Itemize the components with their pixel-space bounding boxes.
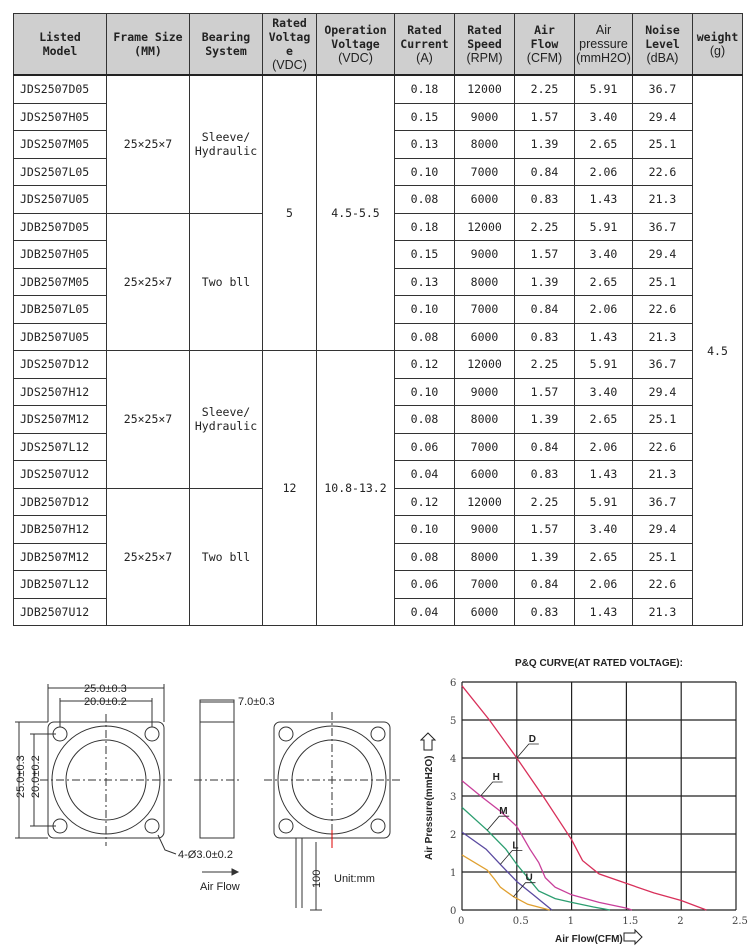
current-cell: 0.15 [395, 103, 455, 131]
model-cell: JDB2507H12 [14, 516, 107, 544]
current-cell: 0.18 [395, 75, 455, 103]
model-cell: JDB2507D12 [14, 488, 107, 516]
pressure-cell: 1.43 [575, 323, 633, 351]
column-header-line: Rated [467, 23, 502, 37]
column-header-line: Air [534, 23, 555, 37]
pressure-cell: 1.43 [575, 461, 633, 489]
pressure-cell: 3.40 [575, 103, 633, 131]
y-tick-label: 4 [450, 754, 457, 765]
column-header-line: Current [400, 37, 449, 51]
column-header [317, 14, 395, 76]
column-header-line: Voltage [331, 37, 380, 51]
y-tick-label: 1 [450, 868, 457, 879]
x-tick-label: 0 [458, 916, 465, 927]
column-header-line: Rated [272, 16, 307, 30]
noise-cell: 29.4 [633, 103, 693, 131]
pressure-cell: 5.91 [575, 213, 633, 241]
x-axis-label: Air Flow(CFM) [555, 934, 623, 945]
curve-label-H: H [492, 772, 500, 783]
lead-length-label: 100 [311, 869, 323, 888]
y-tick-label: 3 [450, 792, 457, 803]
x-tick-label: 2 [677, 916, 684, 927]
column-header-line: (MM) [134, 44, 162, 58]
noise-cell: 21.3 [633, 461, 693, 489]
curve-label-leader [487, 816, 509, 830]
noise-cell: 36.7 [633, 213, 693, 241]
airflow-cell: 1.39 [515, 406, 575, 434]
model-cell: JDS2507U12 [14, 461, 107, 489]
model-cell: JDS2507H05 [14, 103, 107, 131]
airflow-cell: 1.57 [515, 516, 575, 544]
column-header-line: weight [696, 30, 739, 44]
model-cell: JDB2507L12 [14, 571, 107, 599]
noise-cell: 22.6 [633, 571, 693, 599]
rated-voltage-cell: 12 [263, 351, 317, 626]
curve-label-D: D [528, 734, 537, 745]
current-cell: 0.15 [395, 241, 455, 269]
y-axis-arrow-icon [421, 733, 435, 750]
noise-cell: 22.6 [633, 433, 693, 461]
frame-size-cell: 25×25×7 [107, 351, 190, 489]
y-tick-label: 6 [450, 678, 457, 689]
chart-title: P&Q CURVE(AT RATED VOLTAGE): [515, 658, 683, 669]
bearing-cell: Sleeve/ Hydraulic [190, 351, 263, 489]
curve-U [462, 855, 550, 910]
column-header-line: Bearing [201, 30, 251, 44]
model-cell: JDB2507M05 [14, 268, 107, 296]
current-cell: 0.06 [395, 571, 455, 599]
speed-cell: 9000 [455, 103, 515, 131]
current-cell: 0.13 [395, 268, 455, 296]
model-cell: JDB2507L05 [14, 296, 107, 324]
column-header [395, 14, 455, 76]
column-header-line: Model [42, 44, 78, 58]
x-tick-label: 0.5 [512, 916, 529, 927]
fan-spec-table [13, 13, 743, 626]
noise-cell: 29.4 [633, 516, 693, 544]
curve-L [462, 832, 552, 910]
speed-cell: 7000 [455, 571, 515, 599]
y-tick-label: 2 [450, 830, 457, 841]
noise-cell: 22.6 [633, 296, 693, 324]
speed-cell: 6000 [455, 598, 515, 626]
model-cell: JDS2507M05 [14, 131, 107, 159]
frame-size-cell: 25×25×7 [107, 488, 190, 626]
column-header [107, 14, 190, 76]
column-header-line: Frame Size [113, 30, 183, 44]
pressure-cell: 5.91 [575, 488, 633, 516]
unit-label: Unit:mm [334, 873, 375, 885]
airflow-cell: 2.25 [515, 488, 575, 516]
pressure-cell: 2.65 [575, 131, 633, 159]
column-header-line: Flow [530, 37, 559, 51]
column-header [263, 14, 317, 76]
column-header [515, 14, 575, 76]
column-header-line: System [205, 44, 247, 58]
frame-size-cell: 25×25×7 [107, 213, 190, 351]
speed-cell: 12000 [455, 488, 515, 516]
noise-cell: 25.1 [633, 406, 693, 434]
current-cell: 0.18 [395, 213, 455, 241]
column-header [693, 14, 743, 76]
pressure-cell: 2.65 [575, 543, 633, 571]
noise-cell: 25.1 [633, 543, 693, 571]
airflow-label: Air Flow [200, 881, 240, 893]
speed-cell: 12000 [455, 351, 515, 379]
curve-label-L: L [512, 840, 519, 852]
depth-label: 7.0±0.3 [238, 696, 275, 708]
speed-cell: 8000 [455, 406, 515, 434]
speed-cell: 8000 [455, 131, 515, 159]
fan-dimension-drawing [0, 670, 420, 930]
speed-cell: 7000 [455, 433, 515, 461]
column-header-line: Level [645, 37, 680, 51]
table-row [14, 351, 743, 379]
airflow-cell: 2.25 [515, 213, 575, 241]
airflow-cell: 1.57 [515, 378, 575, 406]
column-header-line: (RPM) [466, 51, 503, 65]
curve-label-M: M [499, 806, 508, 818]
pressure-cell: 3.40 [575, 378, 633, 406]
airflow-cell: 2.25 [515, 351, 575, 379]
pressure-cell: 3.40 [575, 516, 633, 544]
column-header [190, 14, 263, 76]
column-header [14, 14, 107, 76]
noise-cell: 36.7 [633, 75, 693, 103]
column-header-line: (mmH2O) [576, 51, 631, 65]
curve-label-leader [481, 782, 503, 796]
current-cell: 0.08 [395, 186, 455, 214]
speed-cell: 9000 [455, 516, 515, 544]
model-cell: JDB2507U12 [14, 598, 107, 626]
noise-cell: 29.4 [633, 378, 693, 406]
speed-cell: 8000 [455, 543, 515, 571]
column-header-line: e [286, 44, 293, 58]
current-cell: 0.10 [395, 296, 455, 324]
airflow-cell: 0.83 [515, 598, 575, 626]
model-cell: JDB2507D05 [14, 213, 107, 241]
current-cell: 0.10 [395, 378, 455, 406]
pressure-cell: 2.06 [575, 433, 633, 461]
speed-cell: 9000 [455, 241, 515, 269]
table-header-row [14, 14, 743, 76]
speed-cell: 12000 [455, 75, 515, 103]
noise-cell: 36.7 [633, 488, 693, 516]
pressure-cell: 5.91 [575, 75, 633, 103]
x-tick-label: 2.5 [732, 916, 748, 927]
column-header-line: (g) [709, 44, 726, 58]
column-header-line: Speed [467, 37, 502, 51]
airflow-cell: 0.84 [515, 571, 575, 599]
column-header-line: (VDC) [272, 58, 307, 72]
airflow-cell: 1.57 [515, 103, 575, 131]
speed-cell: 8000 [455, 268, 515, 296]
pressure-cell: 5.91 [575, 351, 633, 379]
mounting-holes-label: 4-Ø3.0±0.2 [178, 849, 233, 861]
rated-voltage-cell: 5 [263, 75, 317, 351]
airflow-cell: 0.84 [515, 158, 575, 186]
current-cell: 0.04 [395, 598, 455, 626]
y-axis-label: Air Pressure(mmH2O) [424, 755, 435, 860]
noise-cell: 25.1 [633, 131, 693, 159]
airflow-cell: 1.39 [515, 543, 575, 571]
airflow-cell: 0.83 [515, 323, 575, 351]
model-cell: JDB2507M12 [14, 543, 107, 571]
current-cell: 0.12 [395, 488, 455, 516]
column-header [455, 14, 515, 76]
column-header-line: Air [595, 23, 612, 37]
speed-cell: 9000 [455, 378, 515, 406]
model-cell: JDS2507M12 [14, 406, 107, 434]
current-cell: 0.10 [395, 158, 455, 186]
column-header-line: (dBA) [646, 51, 679, 65]
outer-height-label: 25.0±0.3 [15, 755, 27, 798]
pressure-cell: 1.43 [575, 186, 633, 214]
speed-cell: 7000 [455, 158, 515, 186]
column-header-line: Voltag [268, 30, 311, 44]
column-header-line: Rated [407, 23, 442, 37]
speed-cell: 6000 [455, 461, 515, 489]
column-header [633, 14, 693, 76]
pressure-cell: 2.65 [575, 268, 633, 296]
current-cell: 0.08 [395, 406, 455, 434]
speed-cell: 12000 [455, 213, 515, 241]
model-cell: JDS2507L12 [14, 433, 107, 461]
bearing-cell: Sleeve/ Hydraulic [190, 75, 263, 213]
current-cell: 0.13 [395, 131, 455, 159]
bearing-cell: Two bll [190, 213, 263, 351]
speed-cell: 6000 [455, 323, 515, 351]
speed-cell: 6000 [455, 186, 515, 214]
table-row [14, 75, 743, 103]
x-axis-arrow-icon [624, 930, 642, 944]
speed-cell: 7000 [455, 296, 515, 324]
curve-label-U: U [525, 872, 533, 884]
frame-size-cell: 25×25×7 [107, 75, 190, 213]
x-tick-label: 1 [567, 916, 574, 927]
pressure-cell: 2.06 [575, 571, 633, 599]
model-cell: JDB2507H05 [14, 241, 107, 269]
curve-H [462, 781, 632, 910]
curve-label-leader [517, 744, 539, 758]
weight-cell: 4.5 [693, 75, 743, 626]
current-cell: 0.08 [395, 323, 455, 351]
current-cell: 0.12 [395, 351, 455, 379]
model-cell: JDS2507D12 [14, 351, 107, 379]
column-header-line: (VDC) [338, 51, 373, 65]
airflow-cell: 2.25 [515, 75, 575, 103]
operation-voltage-cell: 4.5-5.5 [317, 75, 395, 351]
column-header-line: Noise [645, 23, 680, 37]
airflow-cell: 0.83 [515, 461, 575, 489]
column-header-line: (A) [416, 51, 433, 65]
noise-cell: 36.7 [633, 351, 693, 379]
inner-height-label: 20.0±0.2 [30, 755, 42, 798]
pressure-cell: 2.65 [575, 406, 633, 434]
operation-voltage-cell: 10.8-13.2 [317, 351, 395, 626]
pq-curve-chart [420, 650, 750, 946]
pressure-cell: 3.40 [575, 241, 633, 269]
current-cell: 0.04 [395, 461, 455, 489]
airflow-cell: 1.57 [515, 241, 575, 269]
pressure-cell: 1.43 [575, 598, 633, 626]
x-tick-label: 1.5 [622, 916, 639, 927]
pressure-cell: 2.06 [575, 158, 633, 186]
airflow-cell: 0.84 [515, 296, 575, 324]
airflow-cell: 1.39 [515, 268, 575, 296]
model-cell: JDB2507U05 [14, 323, 107, 351]
column-header-line: (CFM) [526, 51, 563, 65]
column-header-line: Listed [39, 30, 81, 44]
model-cell: JDS2507H12 [14, 378, 107, 406]
column-header-line: pressure [579, 37, 628, 51]
y-tick-label: 5 [450, 716, 457, 727]
airflow-cell: 1.39 [515, 131, 575, 159]
noise-cell: 21.3 [633, 598, 693, 626]
current-cell: 0.08 [395, 543, 455, 571]
bearing-cell: Two bll [190, 488, 263, 626]
noise-cell: 25.1 [633, 268, 693, 296]
current-cell: 0.06 [395, 433, 455, 461]
current-cell: 0.10 [395, 516, 455, 544]
column-header [575, 14, 633, 76]
model-cell: JDS2507L05 [14, 158, 107, 186]
y-tick-label: 0 [450, 906, 457, 917]
pressure-cell: 2.06 [575, 296, 633, 324]
airflow-cell: 0.83 [515, 186, 575, 214]
noise-cell: 22.6 [633, 158, 693, 186]
inner-width-label: 20.0±0.2 [84, 696, 127, 708]
model-cell: JDS2507U05 [14, 186, 107, 214]
column-header-line: Operation [324, 23, 387, 37]
noise-cell: 21.3 [633, 323, 693, 351]
model-cell: JDS2507D05 [14, 75, 107, 103]
noise-cell: 21.3 [633, 186, 693, 214]
noise-cell: 29.4 [633, 241, 693, 269]
outer-width-label: 25.0±0.3 [84, 683, 127, 695]
airflow-cell: 0.84 [515, 433, 575, 461]
